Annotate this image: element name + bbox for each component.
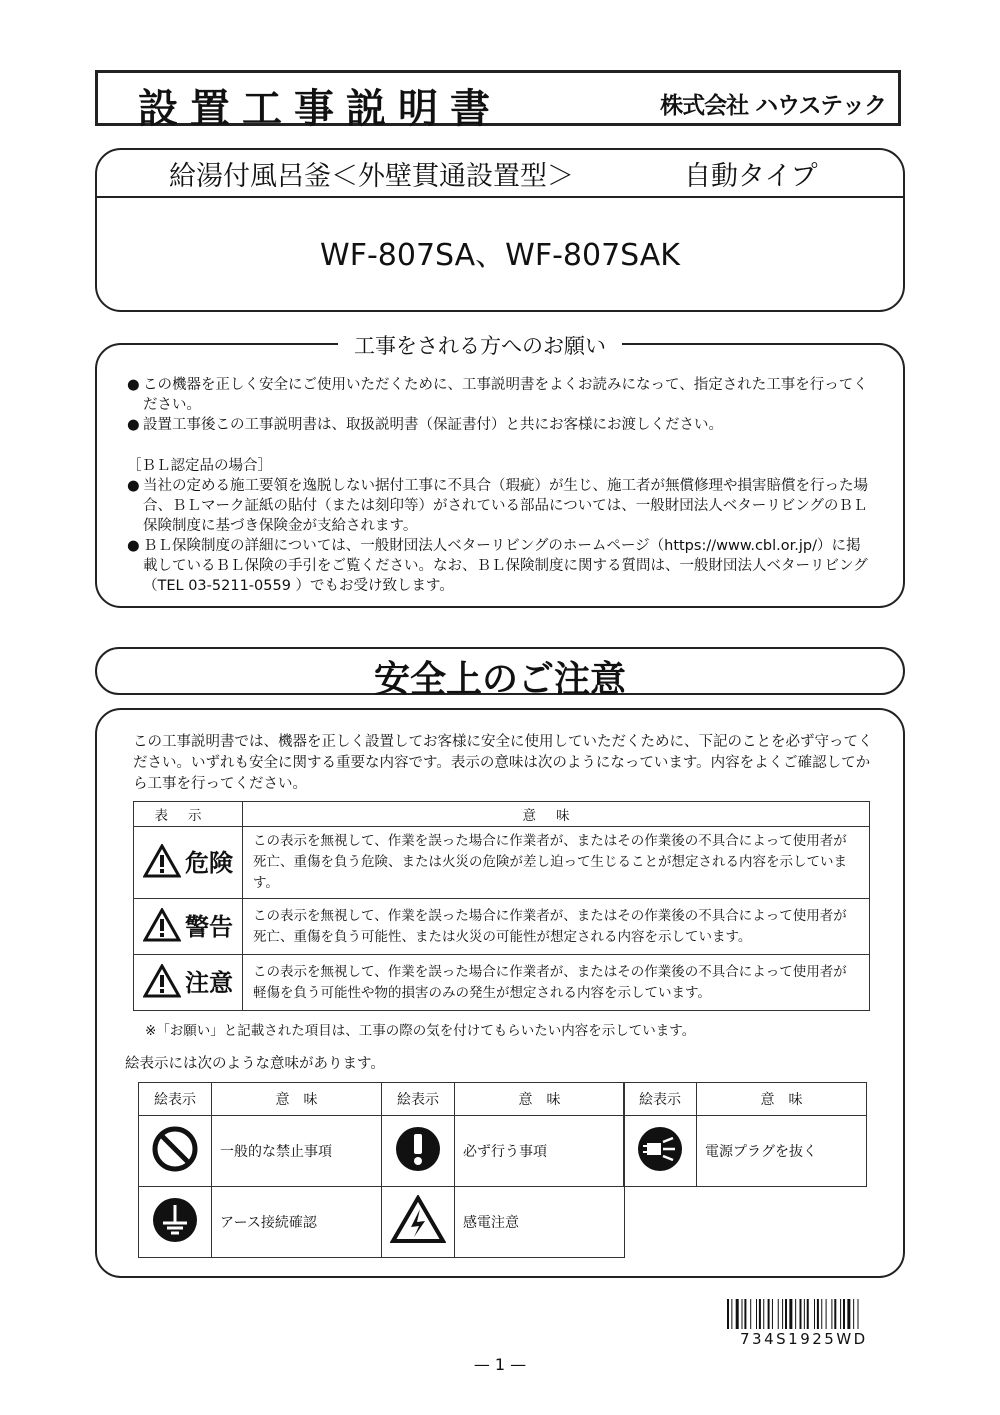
pictogram-intro: 絵表示には次のような意味があります。 [125,1056,385,1072]
pictogram-label: アース接続確認 [212,1187,382,1258]
ground-icon [150,1195,200,1245]
safety-box [95,708,905,1278]
list-item [127,536,873,596]
pictogram-label: 感電注意 [455,1187,625,1258]
document-header [95,70,901,132]
header-meaning: 意 味 [697,1083,867,1116]
bl-text: 当社の定める施工要領を逸脱しない据付工事に不具合（瑕疵）が生じ、施工者が無償修理や損害賠償を行った場合、ＢＬマーク証紙の貼付（または刻印等）がされている部品については、一般財団法人ベターリビングのＢＬ保険制度に基づき保険金が支給されます。 [143,478,868,534]
product-type: 給湯付風呂釜＜外壁貫通設置型＞ [169,161,574,192]
level-description: この表示を無視して、作業を誤った場合に作業者が、またはその作業後の不具合によって使用者が死亡、重傷を負う危険、または火災の危険が差し迫って生じることが想定される内容を示しています。 [243,827,870,899]
note-text: ※「お願い」と記載された項目は、工事の際の気を付けてもらいたい内容を示しています。 [145,1023,696,1039]
level-warning [134,899,243,955]
product-models: WF-807SA、WF-807SAK [320,238,680,273]
pictogram-label: 必ず行う事項 [455,1116,625,1187]
request-text: この機器を正しく安全にご使用いただくために、工事説明書をよくお読みになって、指定された工事を行ってください。 [143,377,868,413]
bullet-icon: ● [127,478,140,494]
level-label: 危険 [185,849,233,878]
mandatory-icon [393,1124,443,1174]
level-caution [134,955,243,1011]
company-name: 株式会社 ハウステック [660,93,886,119]
level-description: この表示を無視して、作業を誤った場合に作業者が、またはその作業後の不具合によって使用者が軽傷を負う可能性や物的損害のみの発生が想定される内容を示しています。 [243,955,870,1011]
warning-triangle-icon [143,964,181,998]
pictogram-label: 一般的な禁止事項 [212,1116,382,1187]
bl-text: ＢＬ保険制度の詳細については、一般財団法人ベターリビングのホームページ（https://www.cbl.or.jp/）に掲載しているＢＬ保険の手引をご覧ください。なお、ＢＬ保険制度に関する質問は、一般財団法人ベターリビング（TEL 03-5211-0559 ）でもお受け致します。 [143,538,868,594]
header-meaning: 意 味 [212,1083,382,1116]
bl-heading: ［ＢＬ認定品の場合］ [127,458,272,474]
divider [97,196,903,198]
header-mark: 絵表示 [382,1083,455,1116]
barcode [727,1299,905,1329]
list-item [127,476,873,536]
bullet-icon: ● [127,417,140,433]
warning-triangle-icon [143,908,181,942]
warning-triangle-icon [143,844,181,878]
header-mark: 表示 [134,802,243,827]
bullet-icon: ● [127,538,140,554]
safety-banner [95,647,905,700]
level-danger [134,827,243,899]
list-item [127,415,873,435]
level-description: この表示を無視して、作業を誤った場合に作業者が、またはその作業後の不具合によって使用者が死亡、重傷を負う可能性、または火災の可能性が想定される内容を示しています。 [243,899,870,955]
prohibition-icon [150,1124,200,1174]
header-meaning: 意 味 [455,1083,625,1116]
level-label: 注意 [185,969,233,998]
product-box [95,148,905,312]
header-meaning: 意味 [243,802,870,827]
header-mark: 絵表示 [624,1083,697,1116]
pictogram-table [381,1082,625,1258]
unplug-icon [635,1124,685,1174]
signal-word-table [133,801,870,1011]
list-item [127,375,873,415]
bullet-icon: ● [127,377,140,393]
electric-shock-icon [390,1195,446,1245]
request-box [95,343,905,608]
request-text: 設置工事後この工事説明書は、取扱説明書（保証書付）と共にお客様にお渡しください。 [143,417,723,433]
pictogram-table [623,1082,867,1187]
pictogram-table [138,1082,382,1258]
document-title: 設置工事説明書 [138,86,502,132]
level-label: 警告 [185,913,233,942]
safety-intro: この工事説明書では、機器を正しく設置してお客様に安全に使用していただくために、下記のことを必ず守ってください。いずれも安全に関する重要な内容です。表示の意味は次のようになっています。内容をよくご確認してから工事を行ってください。 [133,734,873,792]
product-mode: 自動タイプ [684,161,818,192]
safety-title: 安全上のご注意 [373,659,626,700]
pictogram-label: 電源プラグを抜く [697,1116,867,1187]
page-number: — 1 — [473,1355,527,1374]
product-code: 734S1925WD [740,1330,868,1348]
header-mark: 絵表示 [139,1083,212,1116]
request-title: 工事をされる方へのお願い [338,330,622,360]
